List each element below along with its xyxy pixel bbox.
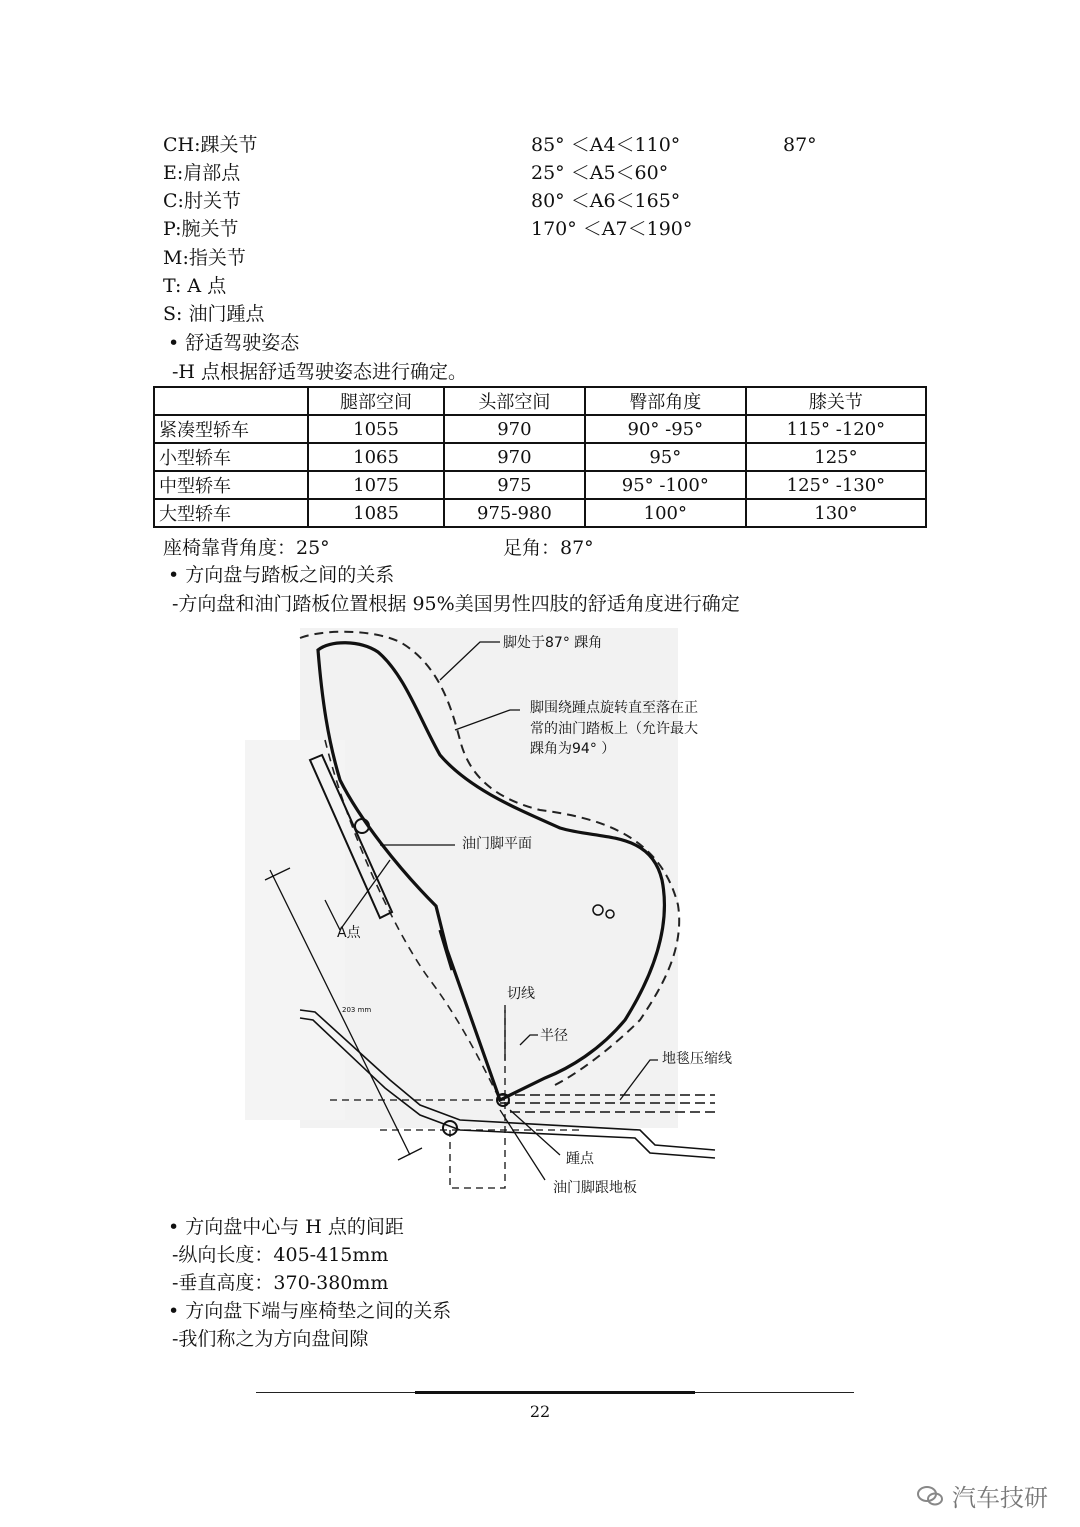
table-cell: 125° <box>746 443 926 471</box>
table-header-cell: 腿部空间 <box>308 387 444 415</box>
joint-value: 87° <box>783 134 817 156</box>
joint-label: T: A 点 <box>163 275 227 297</box>
table-cell: 970 <box>444 443 585 471</box>
table-cell: 95° <box>585 443 746 471</box>
section-bullet-wheel-h: • 方向盘中心与 H 点的间距 <box>168 1216 404 1238</box>
wechat-icon <box>916 1484 944 1508</box>
footer-rule-bold <box>415 1391 695 1394</box>
table-cell: 970 <box>444 415 585 443</box>
pedal-foot-diagram <box>0 620 1080 1210</box>
joint-label: P:腕关节 <box>163 218 239 240</box>
table-header-cell: 头部空间 <box>444 387 585 415</box>
joint-row <box>163 217 863 241</box>
joint-range: 170° ＜A7＜190° <box>531 218 693 240</box>
joint-row <box>163 302 863 326</box>
section-bullet-wheel-seat: • 方向盘下端与座椅垫之间的关系 <box>168 1300 452 1322</box>
joint-label: E:肩部点 <box>163 162 241 184</box>
seatback-angle: 座椅靠背角度：25° <box>163 537 330 559</box>
table-cell: 小型轿车 <box>154 443 308 471</box>
joint-row <box>163 274 863 298</box>
joint-range: 85° ＜A4＜110° <box>531 134 681 156</box>
section-line: -纵向长度：405-415mm <box>172 1244 389 1266</box>
foot-angle: 足角：87° <box>503 537 594 559</box>
label-heel: 踵点 <box>566 1151 594 1167</box>
label-radius: 半径 <box>540 1028 568 1044</box>
table-cell: 1085 <box>308 499 444 527</box>
watermark-text: 汽车技研 <box>952 1484 1048 1512</box>
table-cell: 975-980 <box>444 499 585 527</box>
table-cell: 90° -95° <box>585 415 746 443</box>
label-rotate-1: 脚围绕踵点旋转直至落在正 <box>530 700 698 716</box>
section-bullet-wheel-pedal: • 方向盘与踏板之间的关系 <box>168 564 395 586</box>
joint-label: M:指关节 <box>163 247 246 269</box>
label-rotate-2: 常的油门踏板上（允许最大 <box>530 721 698 737</box>
table-cell: 115° -120° <box>746 415 926 443</box>
scan-background <box>245 740 345 1120</box>
label-ankle: 脚处于87° 踝角 <box>503 635 603 651</box>
section-bullet-posture: • 舒适驾驶姿态 <box>168 332 300 354</box>
table-cell: 130° <box>746 499 926 527</box>
table-cell: 1065 <box>308 443 444 471</box>
table-header-cell: 臀部角度 <box>585 387 746 415</box>
label-tangent: 切线 <box>507 986 535 1002</box>
table-cell: 95° -100° <box>585 471 746 499</box>
table-row <box>154 443 926 471</box>
label-heel-floor: 油门脚跟地板 <box>553 1180 637 1196</box>
table-row <box>154 499 926 527</box>
table-cell: 大型轿车 <box>154 499 308 527</box>
label-dimension: 203 mm <box>342 1006 372 1014</box>
section-line: -我们称之为方向盘间隙 <box>172 1328 369 1350</box>
table-cell: 中型轿车 <box>154 471 308 499</box>
table-cell: 1075 <box>308 471 444 499</box>
joint-row <box>163 189 863 213</box>
joint-label: S: 油门踵点 <box>163 303 265 325</box>
table-cell: 1055 <box>308 415 444 443</box>
joint-row <box>163 246 863 270</box>
joint-row <box>163 133 863 157</box>
section-sub-wheel-pedal: -方向盘和油门踏板位置根据 95%美国男性四肢的舒适角度进行确定 <box>172 593 740 615</box>
label-rotate-3: 踝角为94° ） <box>530 741 616 757</box>
joint-label: C:肘关节 <box>163 190 241 212</box>
watermark <box>916 1478 1048 1513</box>
table-cell: 紧凑型轿车 <box>154 415 308 443</box>
section-line: -垂直高度：370-380mm <box>172 1272 389 1294</box>
table-row <box>154 415 926 443</box>
label-a-point: A点 <box>337 925 361 941</box>
joint-range: 80° ＜A6＜165° <box>531 190 681 212</box>
table-cell: 125° -130° <box>746 471 926 499</box>
table-header-cell <box>154 387 308 415</box>
label-pedal-plane: 油门脚平面 <box>462 836 532 852</box>
joint-range: 25° ＜A5＜60° <box>531 162 669 184</box>
section-sub-posture: -H 点根据舒适驾驶姿态进行确定。 <box>172 361 468 383</box>
posture-table <box>153 386 927 528</box>
table-header-row <box>154 387 926 415</box>
joint-row <box>163 161 863 185</box>
table-row <box>154 471 926 499</box>
joint-label: CH:踝关节 <box>163 134 258 156</box>
table-header-cell: 膝关节 <box>746 387 926 415</box>
page-number: 22 <box>529 1402 551 1421</box>
table-cell: 100° <box>585 499 746 527</box>
label-carpet: 地毯压缩线 <box>662 1051 732 1067</box>
table-cell: 975 <box>444 471 585 499</box>
